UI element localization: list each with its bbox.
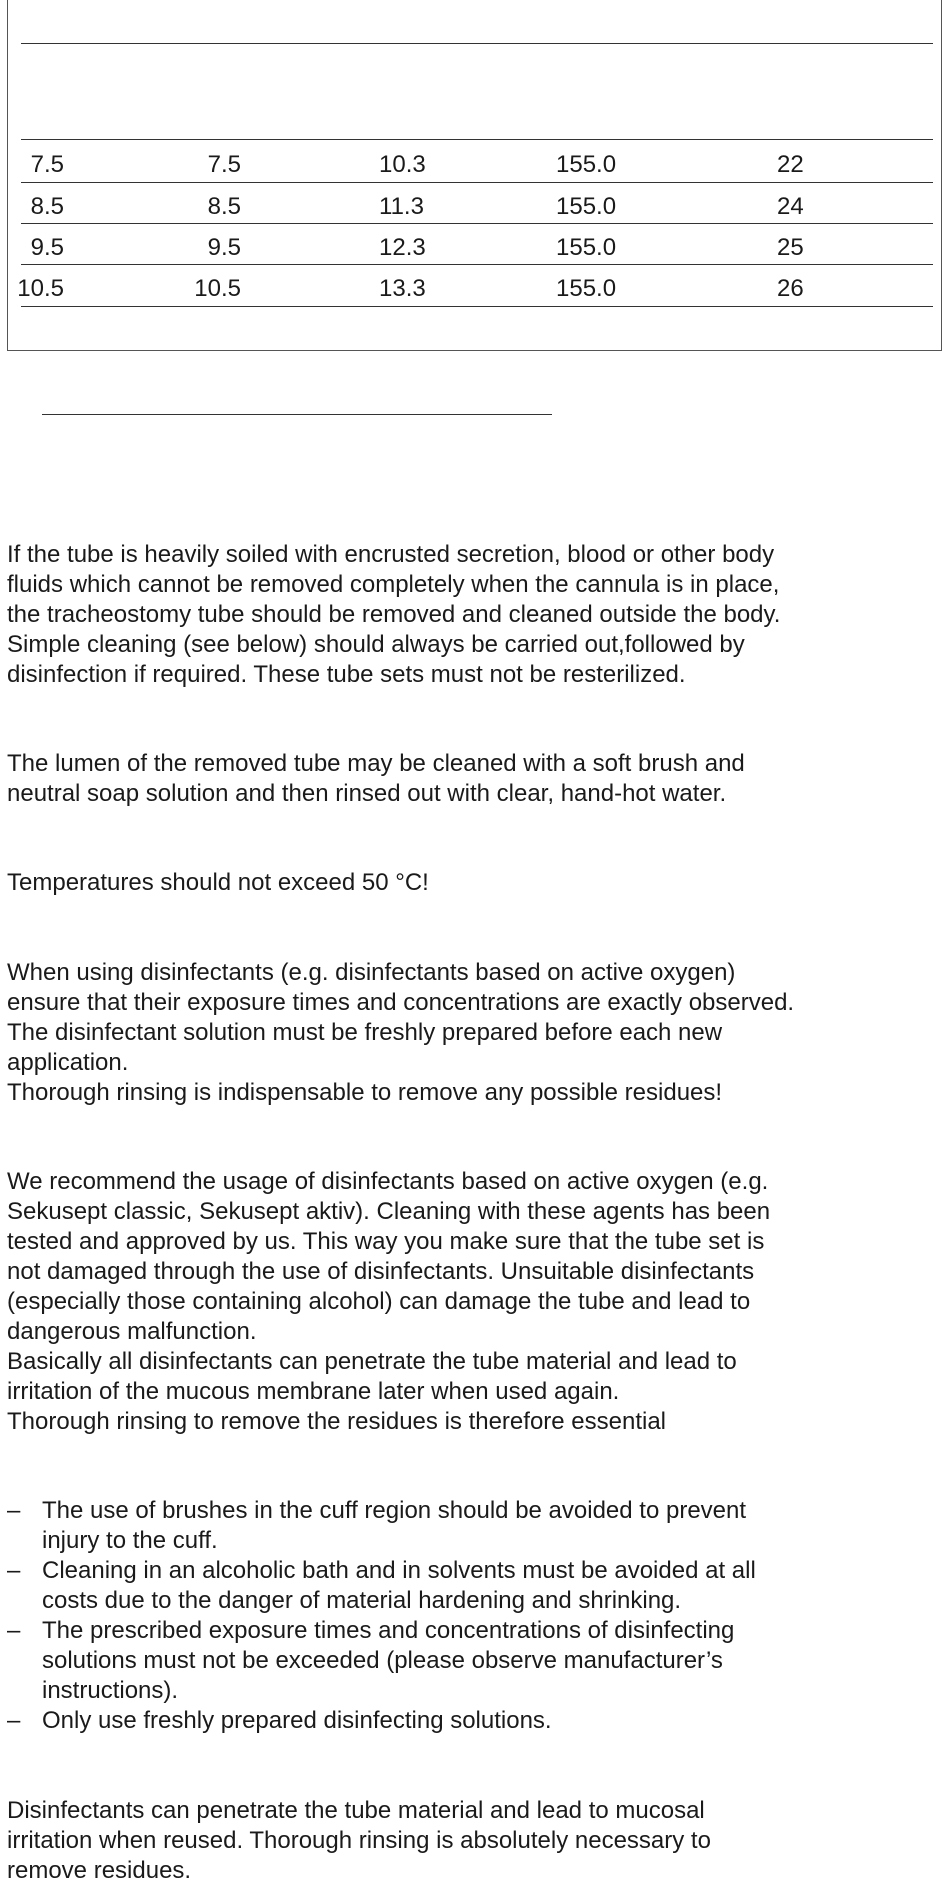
text-line: costs due to the danger of material hardening and shrinking. <box>42 1587 682 1614</box>
text-line: application. <box>7 1049 129 1076</box>
table-cell: 7.5 <box>207 151 241 178</box>
list-item <box>7 1706 947 1736</box>
table-cell: 8.5 <box>207 193 241 220</box>
table-rule-row-2 <box>21 223 933 224</box>
text-line: Basically all disinfectants can penetrate the tube material and lead to <box>7 1348 737 1375</box>
text-line: irritation of the mucous membrane later when used again. <box>7 1378 620 1405</box>
cleaning-intro-paragraph <box>7 540 947 690</box>
text-line: dangerous malfunction. <box>7 1318 257 1345</box>
text-line: If the tube is heavily soiled with encrusted secretion, blood or other body <box>7 541 775 568</box>
list-dash: – <box>7 1557 21 1584</box>
table-cell: 13.3 <box>379 275 426 302</box>
text-line: Sekusept classic, Sekusept aktiv). Cleaning with these agents has been <box>7 1198 771 1225</box>
table-cell: 10.5 <box>17 275 64 302</box>
table-cell: 11.3 <box>379 193 424 220</box>
text-line: fluids which cannot be removed completely when the cannula is in place, <box>7 571 780 598</box>
temperature-paragraph <box>7 868 947 898</box>
table-cell: 155.0 <box>556 234 617 261</box>
table-cell: 8.5 <box>30 193 64 220</box>
text-line: Simple cleaning (see below) should always be carried out,followed by <box>7 631 745 658</box>
table-cell: 22 <box>777 151 804 178</box>
residue-warning-paragraph <box>7 1796 947 1886</box>
text-line: The disinfectant solution must be freshly prepared before each new <box>7 1019 723 1046</box>
table-cell: 9.5 <box>207 234 241 261</box>
text-line: instructions). <box>42 1677 179 1704</box>
text-line: remove residues. <box>7 1857 192 1884</box>
text-line: The lumen of the removed tube may be cleaned with a soft brush and <box>7 750 745 777</box>
table-cell: 155.0 <box>556 151 617 178</box>
table-rule-row-1 <box>21 182 933 183</box>
list-item <box>7 1616 947 1706</box>
table-cell: 26 <box>777 275 804 302</box>
recommendation-paragraph <box>7 1167 947 1437</box>
table-cell: 10.3 <box>379 151 426 178</box>
section-divider <box>42 414 552 415</box>
table-cell: 7.5 <box>30 151 64 178</box>
cautions-list <box>7 1496 947 1736</box>
lumen-cleaning-paragraph <box>7 749 947 809</box>
table-cell: 155.0 <box>556 193 617 220</box>
text-line: not damaged through the use of disinfectants. Unsuitable disinfectants <box>7 1258 755 1285</box>
table-cell: 12.3 <box>379 234 426 261</box>
table-rule-header <box>21 139 933 140</box>
text-line: irritation when reused. Thorough rinsing is absolutely necessary to <box>7 1827 711 1854</box>
text-line: neutral soap solution and then rinsed out with clear, hand-hot water. <box>7 780 727 807</box>
table-rule-top <box>21 43 933 44</box>
text-line: We recommend the usage of disinfectants based on active oxygen (e.g. <box>7 1168 769 1195</box>
text-line: tested and approved by us. This way you make sure that the tube set is <box>7 1228 765 1255</box>
list-item <box>7 1496 947 1556</box>
text-line: Thorough rinsing is indispensable to remove any possible residues! <box>7 1079 723 1106</box>
text-line: disinfection if required. These tube sets must not be resterilized. <box>7 661 686 688</box>
table-cell: 25 <box>777 234 804 261</box>
list-dash: – <box>7 1707 21 1734</box>
text-line: Temperatures should not exceed 50 °C! <box>7 869 429 896</box>
list-item <box>7 1556 947 1616</box>
text-line: When using disinfectants (e.g. disinfectants based on active oxygen) <box>7 959 736 986</box>
list-dash: – <box>7 1497 21 1524</box>
text-line: The use of brushes in the cuff region should be avoided to prevent <box>42 1497 747 1524</box>
text-line: solutions must not be exceeded (please observe manufacturer’s <box>42 1647 723 1674</box>
text-line: Only use freshly prepared disinfecting solutions. <box>42 1707 552 1734</box>
table-cell: 24 <box>777 193 804 220</box>
table-cell: 10.5 <box>194 275 241 302</box>
text-line: The prescribed exposure times and concentrations of disinfecting <box>42 1617 735 1644</box>
text-line: (especially those containing alcohol) can damage the tube and lead to <box>7 1288 751 1315</box>
text-line: ensure that their exposure times and concentrations are exactly observed. <box>7 989 795 1016</box>
list-dash: – <box>7 1617 21 1644</box>
text-line: Disinfectants can penetrate the tube material and lead to mucosal <box>7 1797 705 1824</box>
text-line: Cleaning in an alcoholic bath and in solvents must be avoided at all <box>42 1557 756 1584</box>
table-cell: 155.0 <box>556 275 617 302</box>
table-rule-row-3 <box>21 264 933 265</box>
disinfectant-usage-paragraph <box>7 958 947 1108</box>
table-rule-row-4 <box>21 306 933 307</box>
table-cell: 9.5 <box>30 234 64 261</box>
text-line: the tracheostomy tube should be removed and cleaned outside the body. <box>7 601 781 628</box>
dimensions-table <box>7 0 942 351</box>
text-line: injury to the cuff. <box>42 1527 218 1554</box>
text-line: Thorough rinsing to remove the residues is therefore essential <box>7 1408 667 1435</box>
